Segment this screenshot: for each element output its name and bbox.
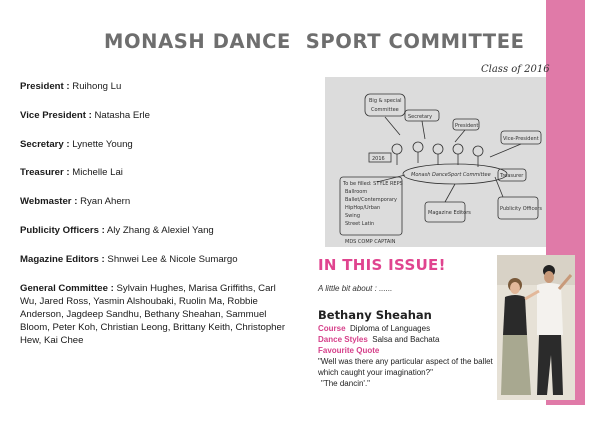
sketch-label: President <box>455 123 479 129</box>
committee-entry-magazine-editors <box>20 253 295 266</box>
role-label: Secretary : <box>20 139 70 150</box>
role-label: Vice President : <box>20 110 92 121</box>
sketch-label: MDS COMP CAPTAIN <box>345 239 396 245</box>
committee-entry-president <box>20 80 295 93</box>
sketch-label: Ballroom <box>345 189 368 195</box>
favourite-quote-answer: "The dancin'." <box>321 379 371 388</box>
sketch-label: Treasurer <box>500 173 524 179</box>
sketch-label: Vice-President <box>503 136 539 142</box>
sketch-label: Ballet/Contemporary <box>345 197 397 203</box>
sketch-label: Big & special <box>369 98 402 104</box>
role-names: Natasha Erle <box>91 110 150 121</box>
committee-entry-secretary <box>20 138 295 151</box>
role-names: Ryan Ahern <box>77 196 131 207</box>
role-names: Shnwei Lee & Nicole Sumargo <box>104 254 238 265</box>
in-this-issue-heading: IN THIS ISSUE! <box>318 256 446 274</box>
page-title: MONASH DANCE SPORT COMMITTEE <box>104 30 525 53</box>
committee-entry-treasurer <box>20 166 295 179</box>
course-value: Diploma of Languages <box>350 324 431 333</box>
dance-styles-value: Salsa and Bachata <box>372 335 440 344</box>
role-names: Ruihong Lu <box>69 81 122 92</box>
dance-styles-label: Dance Styles <box>318 335 368 344</box>
featured-member-name: Bethany Sheahan <box>318 308 432 322</box>
committee-entry-vice-president <box>20 109 295 122</box>
sketch-label: Publicity Officers <box>500 206 542 212</box>
favourite-quote-row <box>318 346 379 355</box>
sketch-label: Magazine Editors <box>428 210 471 216</box>
class-of-caption: Class of 2016 <box>481 64 550 75</box>
committee-sketch-image <box>325 77 546 247</box>
sketch-label: Street Latin <box>345 221 375 227</box>
sketch-label: To be filled: STYLE REPS <box>343 181 403 187</box>
role-label: Webmaster : <box>20 196 78 207</box>
committee-entry-general-committee <box>20 282 295 347</box>
sketch-label: Committee <box>371 107 399 113</box>
role-label: President : <box>20 81 70 92</box>
role-label: Magazine Editors : <box>20 254 105 265</box>
favourite-quote-text: "Well was there any particular aspect of the ballet which caught your imagination?" <box>318 357 493 377</box>
role-names: Sylvain Hughes, Marisa Griffiths, Carl Wu, Jared Ross, Yasmin Alshoubaki, Ruolin Ma, Robbie Anderson, Jagdeep Sandhu, Bethany Sheahan, Sammuel Bloom, Peter Koh, Christian Leong, Brittany Keith, Christopher Hew, Kai Chee <box>20 283 286 346</box>
role-names: Lynette Young <box>69 139 133 150</box>
role-label: Treasurer : <box>20 167 70 178</box>
sketch-label: Swing <box>345 213 360 219</box>
role-names: Michelle Lai <box>69 167 123 178</box>
intro-text: A little bit about : ...... <box>318 284 393 293</box>
sketch-label: 2016 <box>372 156 385 162</box>
course-row <box>318 324 430 333</box>
sketch-label: HipHop/Urban <box>345 205 381 211</box>
role-names: Aly Zhang & Alexiel Yang <box>104 225 214 236</box>
dance-styles-row <box>318 335 439 344</box>
dancers-photo <box>497 255 575 400</box>
sketch-label: Secretary <box>408 114 433 120</box>
favourite-quote-label: Favourite Quote <box>318 346 380 355</box>
role-label: General Committee : <box>20 283 114 294</box>
committee-entry-webmaster <box>20 195 295 208</box>
course-label: Course <box>318 324 346 333</box>
role-label: Publicity Officers : <box>20 225 105 236</box>
committee-entry-publicity-officers <box>20 224 295 237</box>
sketch-label: Monash DanceSport Committee <box>411 172 491 178</box>
